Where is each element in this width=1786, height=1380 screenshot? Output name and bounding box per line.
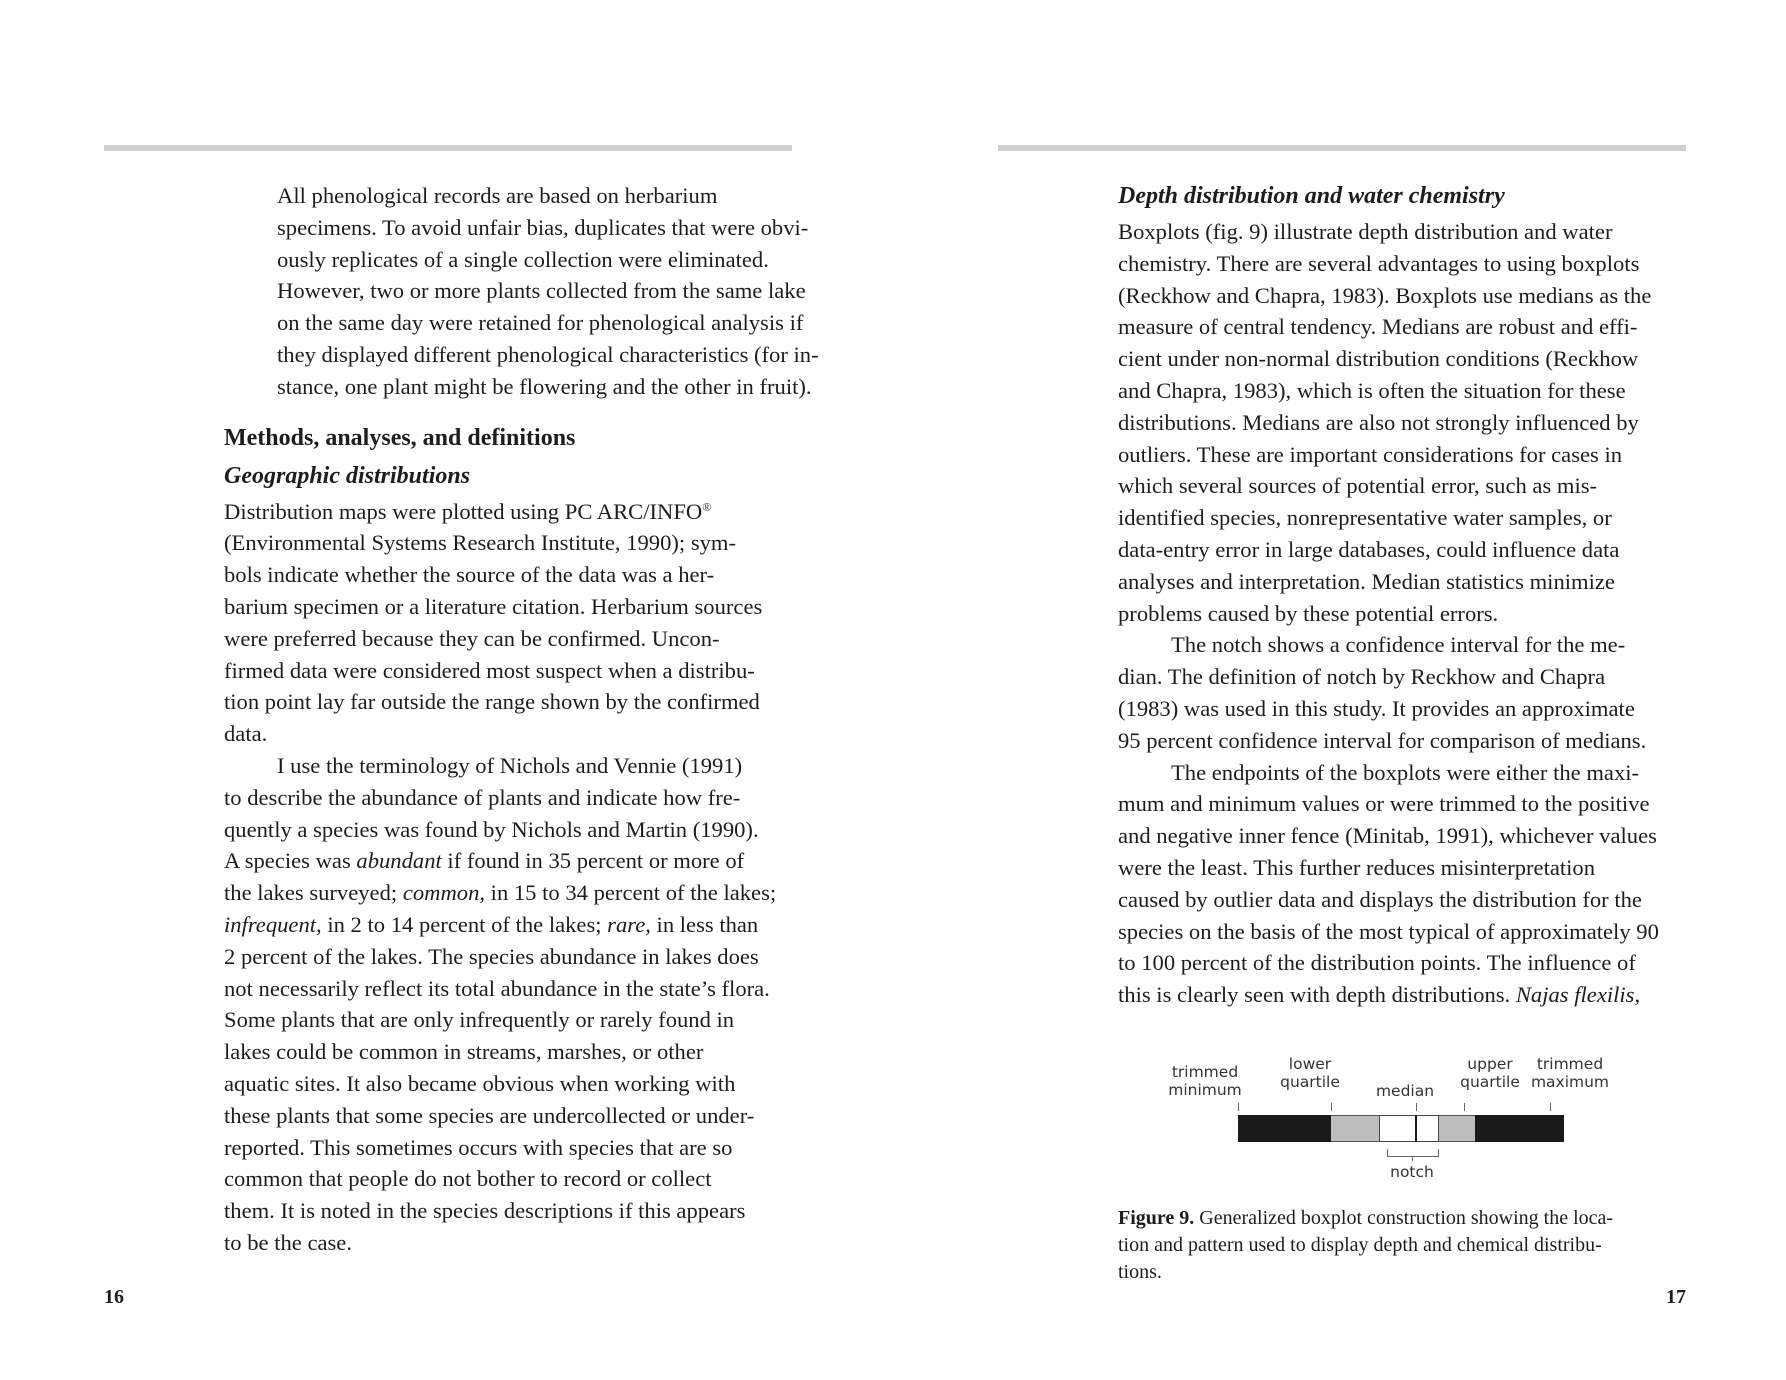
- registered-mark: ®: [702, 499, 712, 514]
- right-page-text: [1118, 180, 1688, 1011]
- label-upper-quartile: upper quartile: [1460, 1055, 1520, 1091]
- notch-bracket: [1387, 1149, 1439, 1157]
- left-header-rule: [104, 145, 792, 151]
- whisker-upper: [1475, 1115, 1564, 1142]
- notch-box: [1379, 1115, 1439, 1142]
- page-number-right: 17: [1666, 1286, 1686, 1308]
- subheading-geographic: Geographic distributions: [224, 462, 471, 489]
- endpoints-paragraph: The endpoints of the boxplots were either the maxi- mum and minimum values or were trimmed to the positive and negative inner fence (Minitab, 1991), whichever values were the least. This further reduces misinterpretation caused by outlier data and displays the distribution for the species on the basis of the most typical of approximately 90 to 100 percent of the distribution points. The influence of this is clearly seen with depth distributions. Najas flexilis,: [1118, 759, 1659, 1008]
- quartile-box-lower: [1331, 1115, 1379, 1142]
- left-page-text: [224, 180, 819, 1259]
- notch-paragraph: The notch shows a confidence interval for the me- dian. The definition of notch by Reckhow and Chapra (1983) was used in this study. It provides an approximate 95 percent confidence interval for comparison of medians.: [1118, 632, 1647, 753]
- tick-median: [1416, 1103, 1417, 1111]
- section-heading: Methods, analyses, and definitions: [224, 424, 576, 451]
- whisker-lower: [1238, 1115, 1331, 1142]
- subheading-depth: Depth distribution and water chemistry: [1118, 183, 1505, 209]
- boxplots-paragraph: Boxplots (fig. 9) illustrate depth distribution and water chemistry. There are several advantages to using boxplots (Reckhow and Chapra, 1983). Boxplots use medians as the measure of central tendency. Medians are robust and effi- cient under non-normal distribution conditions (Reckhow and Chapra, 1983), which is often the situation for these distributions. Medians are also not strongly influenced by outliers. These are important considerations for cases in which several sources of potential error, such as mis- identified species, nonrepresentative water samples, or data-entry error in large databases, could influence data analyses and interpretation. Median statistics minimize problems caused by these potential errors.: [1118, 219, 1652, 626]
- label-trimmed-maximum: trimmed maximum: [1530, 1055, 1610, 1091]
- label-trimmed-minimum: trimmed minimum: [1168, 1063, 1242, 1099]
- page-number-left: 16: [104, 1286, 124, 1308]
- distribution-maps-paragraph: Distribution maps were plotted using PC ARC/INFO® (Environmental Systems Research Institute, 1990); sym- bols indicate whether the source of the data was a her- barium specimen or a literature citation. Herbarium sources were preferred because they can be confirmed. Uncon- firmed data were considered most suspect when a distribu- tion point lay far outside the range shown by the confirmed data.: [224, 498, 763, 747]
- caption-label: Figure 9.: [1118, 1207, 1195, 1229]
- tick-upper: [1464, 1103, 1465, 1111]
- label-median: median: [1375, 1082, 1435, 1100]
- median-line: [1415, 1115, 1417, 1142]
- tick-max: [1550, 1103, 1551, 1111]
- label-notch: notch: [1390, 1163, 1434, 1181]
- label-lower-quartile: lower quartile: [1280, 1055, 1340, 1091]
- boxplot-figure: [1150, 1055, 1670, 1185]
- terminology-paragraph: I use the terminology of Nichols and Vennie (1991) to describe the abundance of plants and indicate how fre- quently a species was found by Nichols and Martin (1990). A species was abundant if found in 35 percent or more of the lakes surveyed; common, in 15 to 34 percent of the lakes; infrequent, in 2 to 14 percent of the lakes; rare, in less than 2 percent of the lakes. The species abundance in lakes does not necessarily reflect its total abundance in the state’s flora. Some plants that are only infrequently or rarely found in lakes could be common in streams, marshes, or other aquatic sites. It also became obvious when working with these plants that some species are undercollected or under- reported. This sometimes occurs with species that are so common that people do not bother to record or collect them. It is noted in the species descriptions if this appears to be the case.: [224, 752, 777, 1255]
- right-header-rule: [998, 145, 1686, 151]
- phenology-paragraph: All phenological records are based on herbarium specimens. To avoid unfair bias, duplicates that were obvi- ously replicates of a single collection were eliminated. However, two or more plants collected from the same lake on the same day were retained for phenological analysis if they displayed different phenological characteristics (for in- stance, one plant might be flowering and the other in fruit).: [277, 183, 819, 399]
- quartile-box-upper: [1439, 1115, 1475, 1142]
- tick-lower: [1331, 1103, 1332, 1111]
- figure-caption: Figure 9. Generalized boxplot construction showing the loca- tion and pattern used to display depth and chemical distribu- tions.: [1118, 1207, 1614, 1283]
- tick-min: [1238, 1103, 1239, 1111]
